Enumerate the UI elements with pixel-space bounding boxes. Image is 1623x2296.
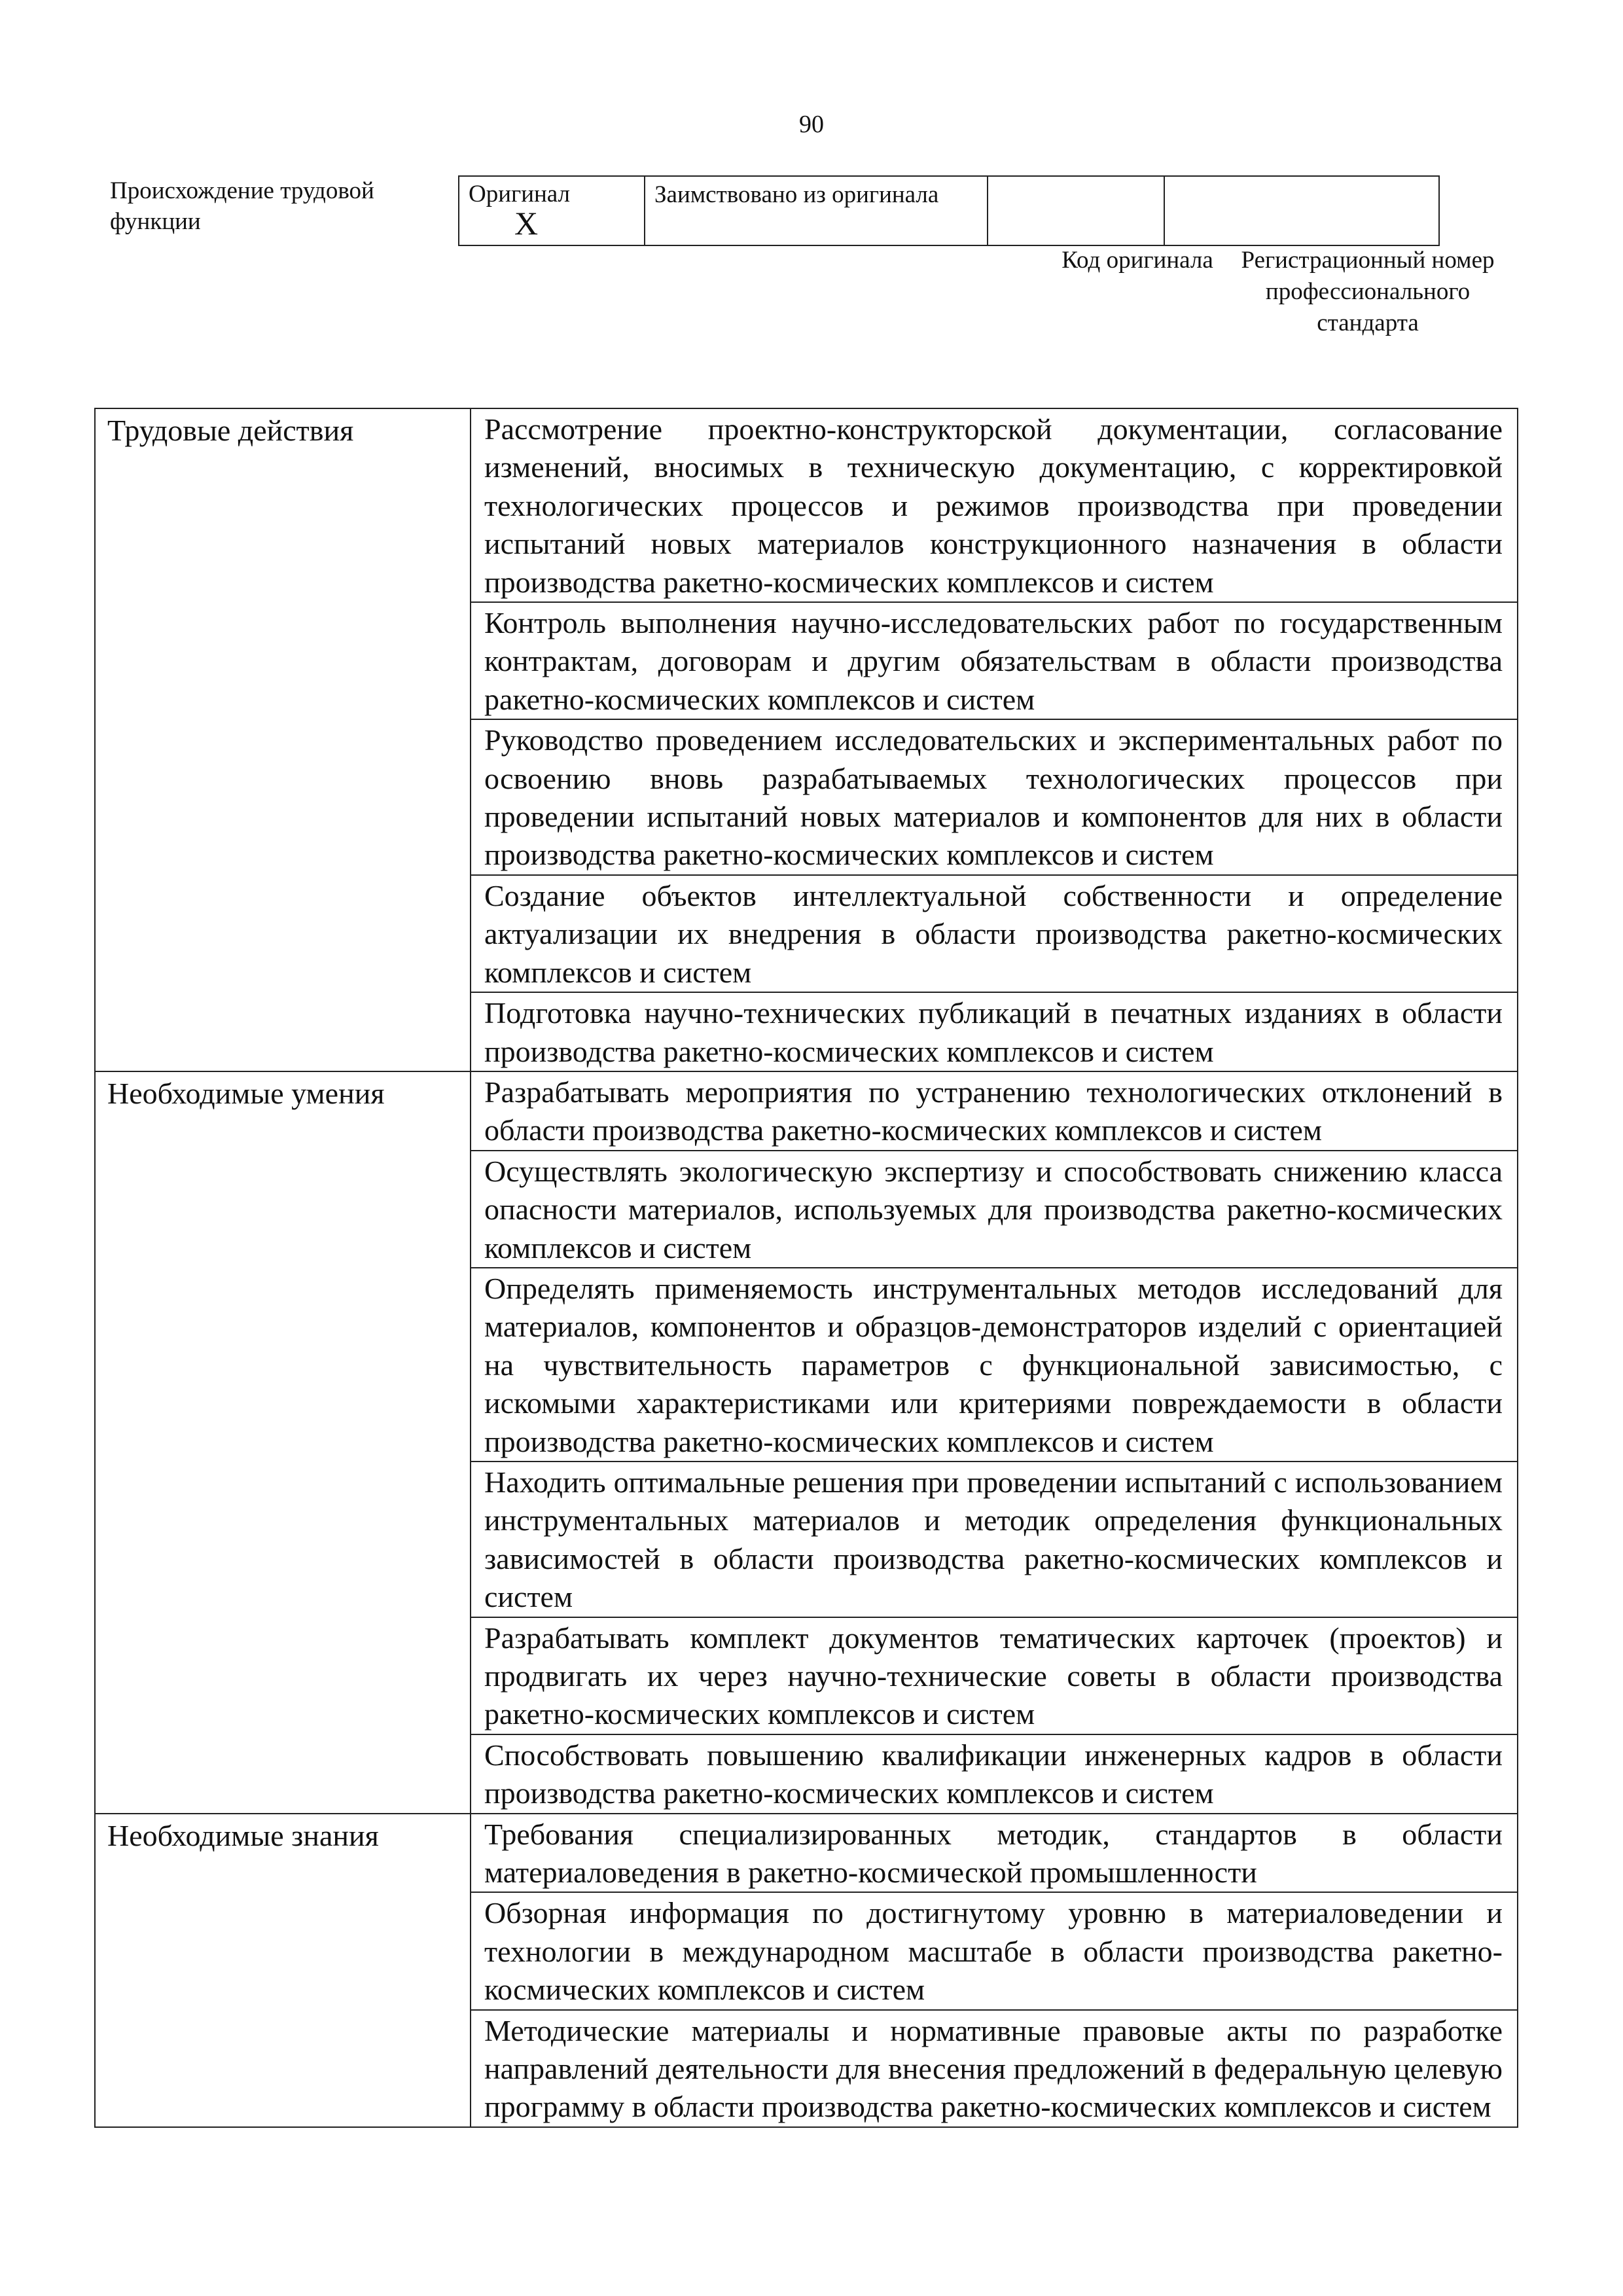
original-label: Оригинал [469,181,571,207]
code-caption: Код оригинала [1061,247,1213,274]
original-cell [459,176,645,245]
table-cell: Подготовка научно-технических публикаций в печатных изданиях в области производства ракетно-космических комплексов и систем [471,992,1518,1071]
table-cell: Разрабатывать мероприятия по устранению технологических отклонений в области производства ракетно-космических комплексов и систем [471,1071,1518,1151]
table-cell: Рассмотрение проектно-конструкторской документации, согласование изменений, вносимых в техническую документацию, с корректировкой технологических процессов и режимов производства при проведении испытаний новых материалов конструкционного назначения в области производства ракетно-космических комплексов и систем [471,408,1518,602]
origin-table [458,175,1440,246]
table-cell: Руководство проведением исследовательских и экспериментальных работ по освоению вновь разрабатываемых технологических процессов при проведении испытаний новых материалов и компонентов для них в области производства ракетно-космических комплексов и систем [471,719,1518,875]
original-mark: X [514,205,539,242]
table-cell: Разрабатывать комплект документов тематических карточек (проектов) и продвигать их через научно-технические советы в области производства ракетно-космических комплексов и систем [471,1617,1518,1734]
table-row [95,1814,1518,1893]
category-required-knowledge: Необходимые знания [95,1814,471,2127]
function-table [94,408,1518,2128]
registration-number-cell [1164,176,1439,245]
table-cell: Осуществлять экологическую экспертизу и способствовать снижению класса опасности материалов, используемых для производства ракетно-космических комплексов и систем [471,1151,1518,1268]
page-number: 90 [799,111,824,138]
table-cell: Находить оптимальные решения при проведении испытаний с использованием инструментальных материалов и методик определения функциональных зависимостей в области производства ракетно-космических комплексов и систем [471,1462,1518,1617]
table-row [95,1071,1518,1151]
table-cell: Создание объектов интеллектуальной собственности и определение актуализации их внедрения в области производства ракетно-космических комплексов и систем [471,875,1518,992]
table-cell: Методические материалы и нормативные правовые акты по разработке направлений деятельности для внесения предложений в федеральную целевую программу в области производства ракетно-космических комплексов и систем [471,2010,1518,2127]
category-labor-actions: Трудовые действия [95,408,471,1071]
table-row [95,408,1518,602]
original-code-cell [988,176,1164,245]
category-required-skills: Необходимые умения [95,1071,471,1814]
table-cell: Требования специализированных методик, стандартов в области материаловедения в ракетно-космической промышленности [471,1814,1518,1893]
table-cell: Определять применяемость инструментальных методов исследований для материалов, компонентов и образцов-демонстраторов изделий с ориентацией на чувствительность параметров с функциональной зависимостью, с искомыми характеристиками или критериями повреждаемости в области производства ракетно-космических комплексов и систем [471,1268,1518,1462]
table-cell: Способствовать повышению квалификации инженерных кадров в области производства ракетно-космических комплексов и систем [471,1734,1518,1814]
table-cell: Контроль выполнения научно-исследовательских работ по государственным контрактам, договорам и другим обязательствам в области производства ракетно-космических комплексов и систем [471,602,1518,719]
registration-caption: Регистрационный номер профессионального стандарта [1241,247,1495,336]
table-cell: Обзорная информация по достигнутому уровню в материаловедении и технологии в международном масштабе в области производства ракетно-космических комплексов и систем [471,1892,1518,2009]
origin-label: Происхождение трудовой функции [110,177,374,235]
borrowed-cell: Заимствовано из оригинала [645,176,988,245]
